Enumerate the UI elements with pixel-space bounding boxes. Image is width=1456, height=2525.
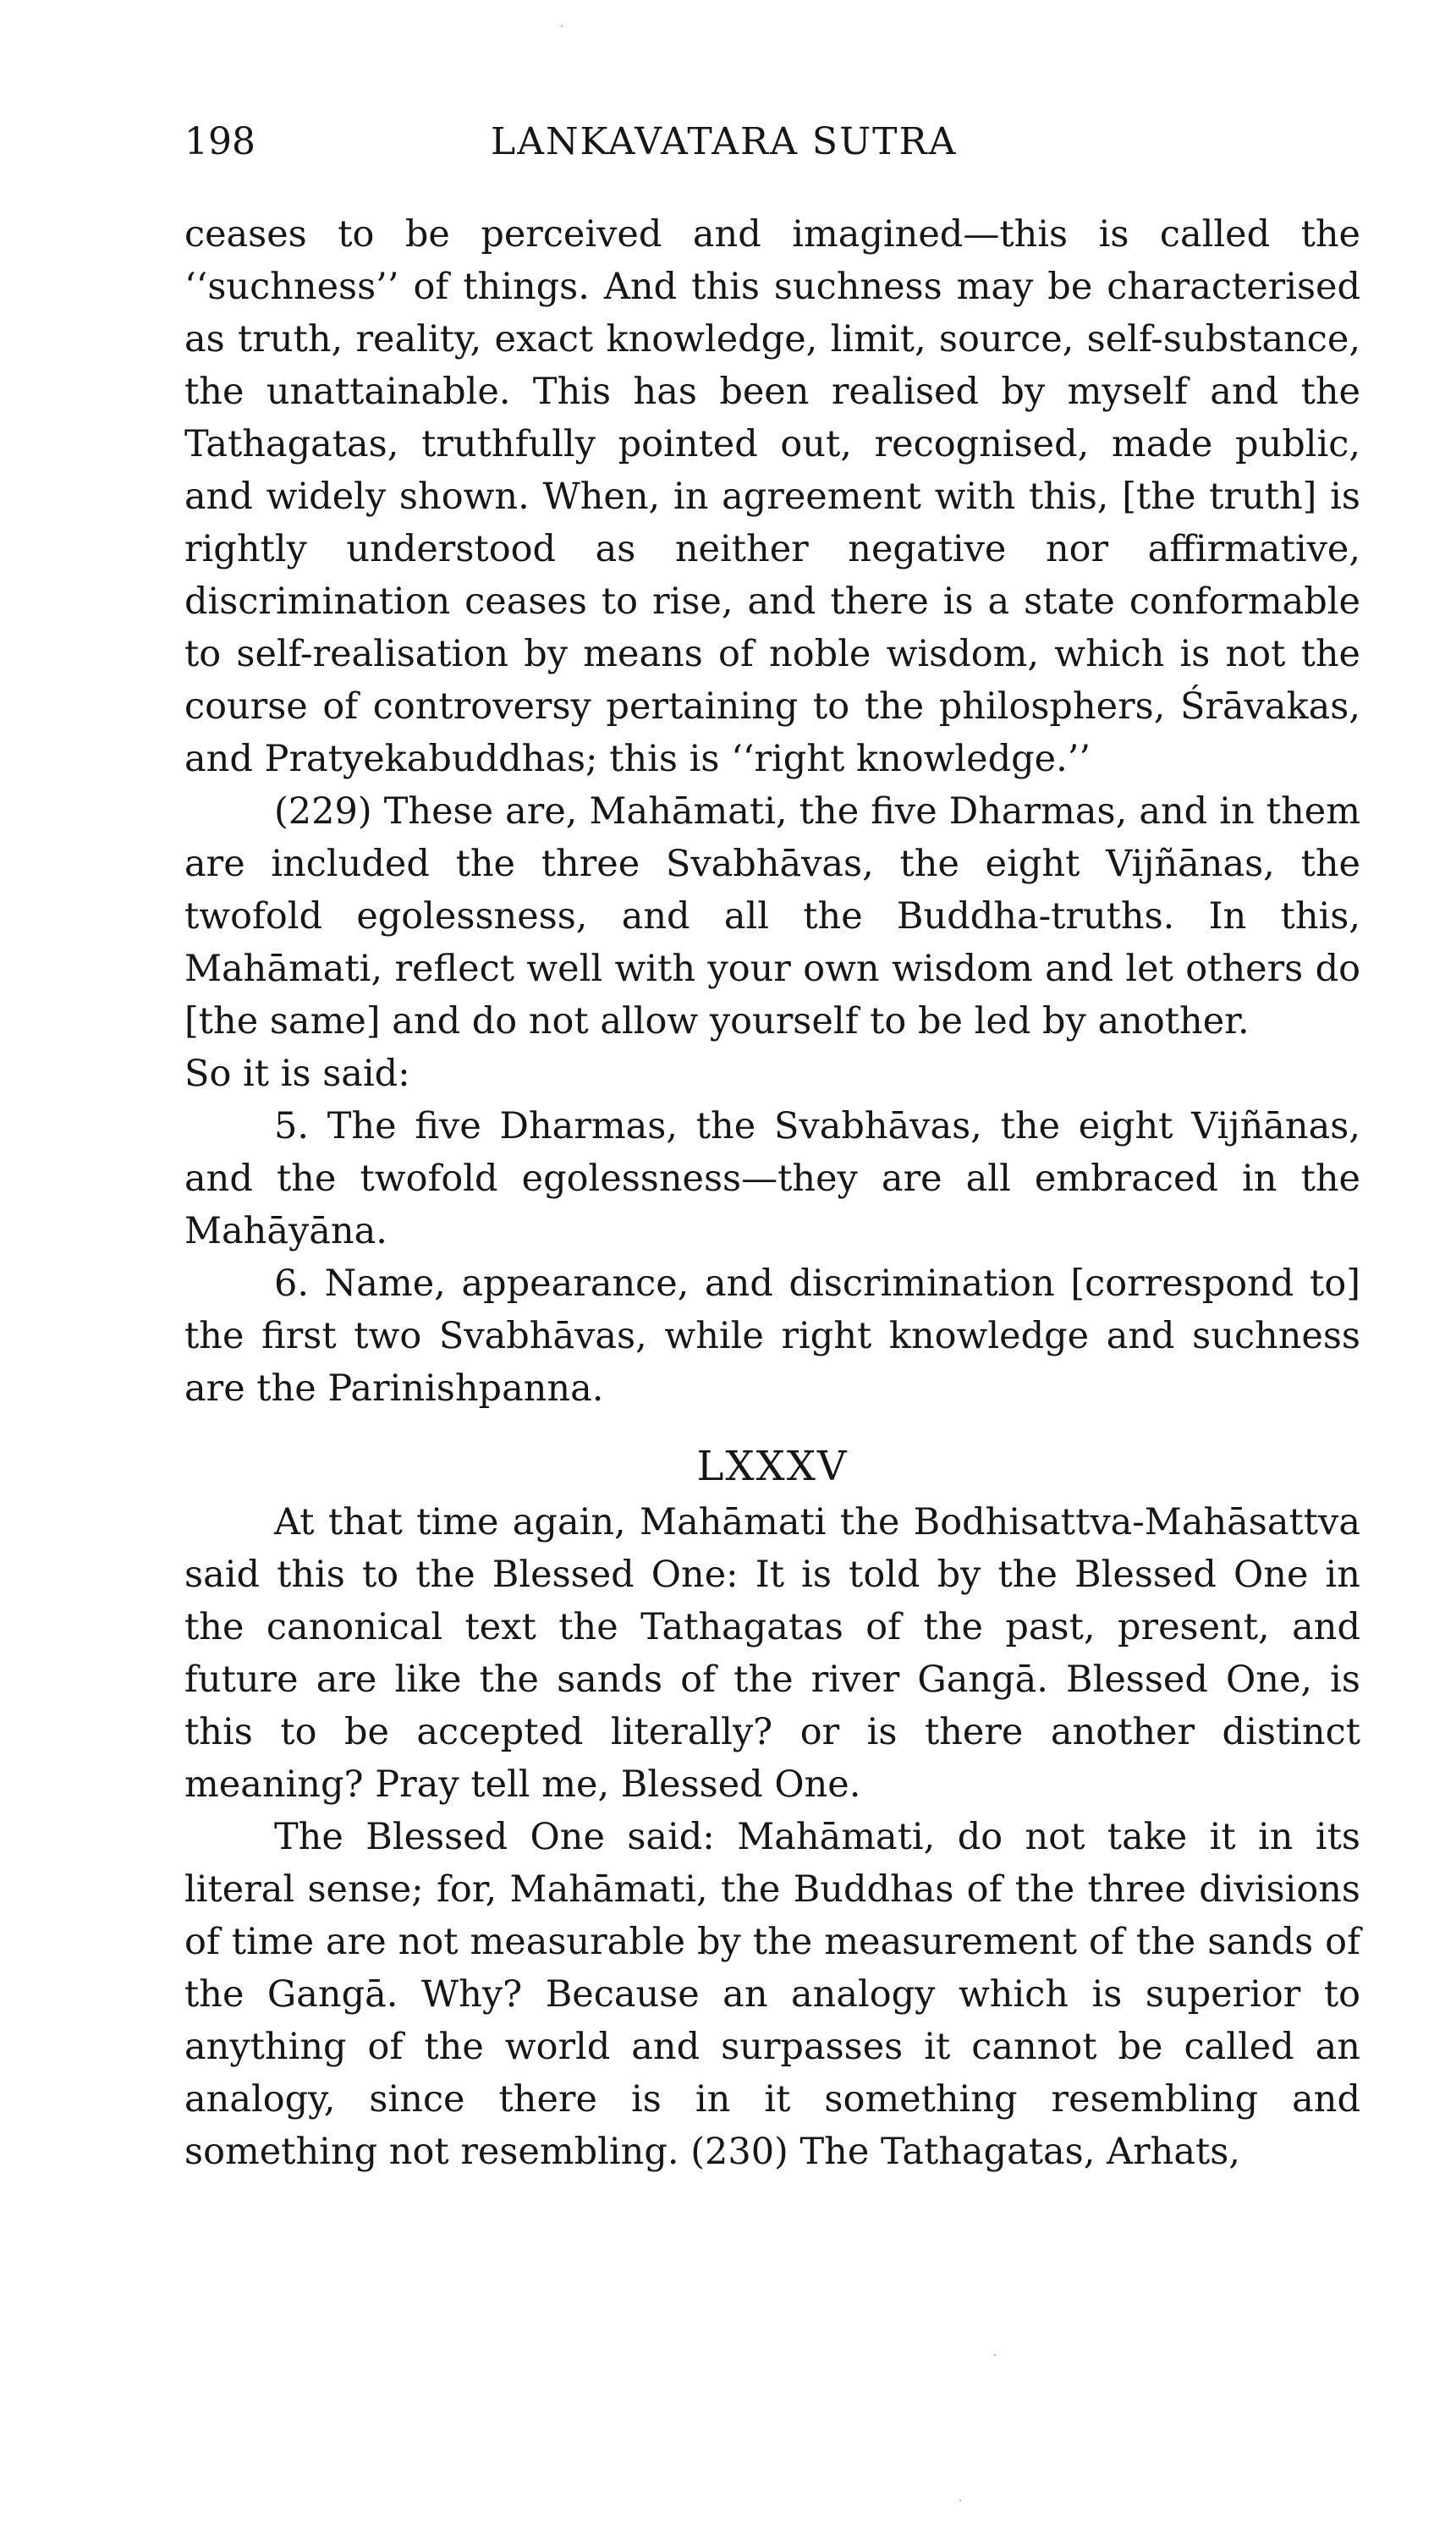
page-number: 198: [184, 120, 255, 163]
verse-intro: So it is said:: [184, 1053, 410, 1095]
section-paragraph-2: The Blessed One said: Mahāmati, do not take it in its literal sense; for, Mahāmati, the Buddhas of the three divisions of time are not measurable by the measurement of the sands of the Gangā. Why? Because an analogy which is superior to anything of the world and surpasses it cannot be called an analogy, since there is in it something resembling and something not resembling. (230) The Tathagatas, Arhats,: [184, 1816, 1360, 2173]
verse-6: 6. Name, appearance, and discrimination [correspond to] the first two Svabhāvas, while right knowledge and suchness are the Parinishpanna.: [184, 1262, 1360, 1410]
scan-speck: [959, 2500, 961, 2501]
section-paragraph-1: At that time again, Mahāmati the Bodhisattva-Mahāsattva said this to the Blessed One: It is told by the Blessed One in the canonical text the Tathagatas of the past, present, and future are like the sands of the river Gangā. Blessed One, is this to be accepted literally? or is there another distinct meaning? Pray tell me, Blessed One.: [184, 1501, 1360, 1806]
page-header: [184, 117, 1360, 168]
scan-speck: [994, 2354, 996, 2356]
scan-speck: [561, 25, 563, 27]
page-body: [184, 208, 1360, 2178]
verse-5: 5. The five Dharmas, the Svabhāvas, the eight Vijñānas, and the twofold egolessness—they are all embraced in the Mahāyāna.: [184, 1105, 1360, 1252]
paragraph-229: (229) These are, Mahāmati, the five Dharmas, and in them are included the three Svabhāvas, the eight Vijñānas, the twofold egolessness, and all the Buddha-truths. In this, Mahāmati, reflect well with your own wisdom and let others do [the same] and do not allow yourself to be led by another.: [184, 790, 1360, 1042]
paragraph-continuation: ceases to be perceived and imagined—this is called the ‘‘suchness’’ of things. And this suchness may be characterised as truth, reality, exact knowledge, limit, source, self-substance, the unattainable. This has been realised by myself and the Tathagatas, truthfully pointed out, recognised, made public, and widely shown. When, in agreement with this, [the truth] is rightly understood as neither negative nor affirmative, discrimination ceases to rise, and there is a state conformable to self-realisation by means of noble wisdom, which is not the course of controversy pertaining to the philosphers, Śrāvakas, and Pratyekabuddhas; this is ‘‘right knowledge.’’: [184, 213, 1360, 780]
section-heading: LXXXV: [696, 1443, 849, 1490]
running-title: LANKAVATARA SUTRA: [491, 120, 958, 163]
